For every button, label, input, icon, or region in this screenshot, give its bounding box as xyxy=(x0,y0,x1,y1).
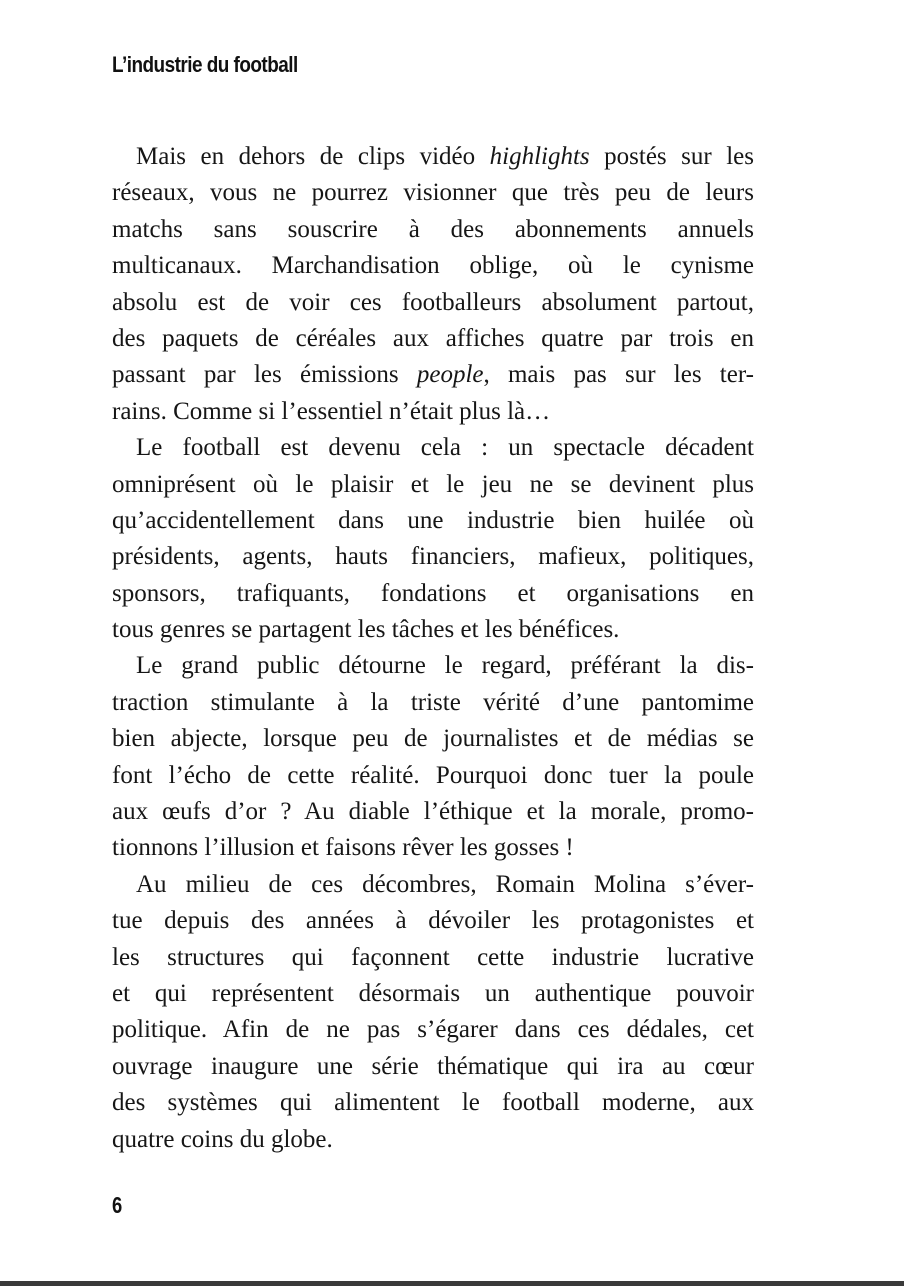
bottom-edge-bar xyxy=(0,1281,904,1286)
text-line: multicanaux. Marchandisation oblige, où le cynisme xyxy=(112,252,754,280)
text-line: qu’accidentellement dans une industrie bien huilée où xyxy=(112,506,754,534)
text-line: bien abjecte, lorsque peu de journalistes et de médias se xyxy=(112,725,754,753)
text-line: tue depuis des années à dévoiler les protagonistes et xyxy=(112,907,754,935)
text-line: ouvrage inaugure une série thématique qui ira au cœur xyxy=(112,1052,754,1080)
text-line: Le grand public détourne le regard, préférant la dis- xyxy=(136,652,754,680)
text-line: sponsors, trafiquants, fondations et organisations en xyxy=(112,579,754,607)
paragraph-3 xyxy=(112,648,754,866)
text-line: tionnons l’illusion et faisons rêver les gosses ! xyxy=(112,834,574,862)
paragraph-2 xyxy=(112,430,754,648)
paragraph-4 xyxy=(112,867,754,1158)
text-line: aux œufs d’or ? Au diable l’éthique et la morale, promo- xyxy=(112,798,754,826)
text-segment: Mais en dehors de clips vidéo xyxy=(136,143,490,170)
running-head: L’industrie du football xyxy=(112,52,298,77)
text-line: absolu est de voir ces footballeurs absolument partout, xyxy=(112,288,754,316)
text-line: et qui représentent désormais un authentique pouvoir xyxy=(112,979,754,1007)
text-line: des paquets de céréales aux affiches quatre par trois en xyxy=(112,324,754,352)
text-line: présidents, agents, hauts financiers, mafieux, politiques, xyxy=(112,543,754,571)
text-line: tous genres se partagent les tâches et les bénéfices. xyxy=(112,616,620,644)
text-segment: postés sur les xyxy=(589,143,754,170)
text-line: rains. Comme si l’essentiel n’était plus là… xyxy=(112,397,551,425)
text-line: traction stimulante à la triste vérité d’une pantomime xyxy=(112,688,754,716)
text-line: des systèmes qui alimentent le football moderne, aux xyxy=(112,1089,754,1117)
text-line xyxy=(112,139,754,175)
text-line: Le football est devenu cela : un spectacle décadent xyxy=(136,434,754,462)
text-line: réseaux, vous ne pourrez visionner que très peu de leurs xyxy=(112,179,754,207)
body-text xyxy=(112,139,754,1158)
text-line: omniprésent où le plaisir et le jeu ne se devinent plus xyxy=(112,470,754,498)
text-segment: passant par les émissions xyxy=(112,361,417,389)
text-line: politique. Afin de ne pas s’égarer dans ces dédales, cet xyxy=(112,1016,754,1044)
text-line: Au milieu de ces décombres, Romain Molina s’éver- xyxy=(136,870,754,898)
paragraph-1 xyxy=(112,139,754,430)
text-line: les structures qui façonnent cette industrie lucrative xyxy=(112,943,754,971)
page-number: 6 xyxy=(112,1192,123,1218)
text-segment: , mais pas sur les ter- xyxy=(483,361,754,389)
text-line: quatre coins du globe. xyxy=(112,1125,333,1153)
italic-term: highlights xyxy=(489,143,590,170)
text-line: matchs sans souscrire à des abonnements annuels xyxy=(112,215,754,243)
italic-term: people xyxy=(416,361,484,389)
text-line: font l’écho de cette réalité. Pourquoi donc tuer la poule xyxy=(112,761,754,789)
text-line xyxy=(112,357,754,393)
